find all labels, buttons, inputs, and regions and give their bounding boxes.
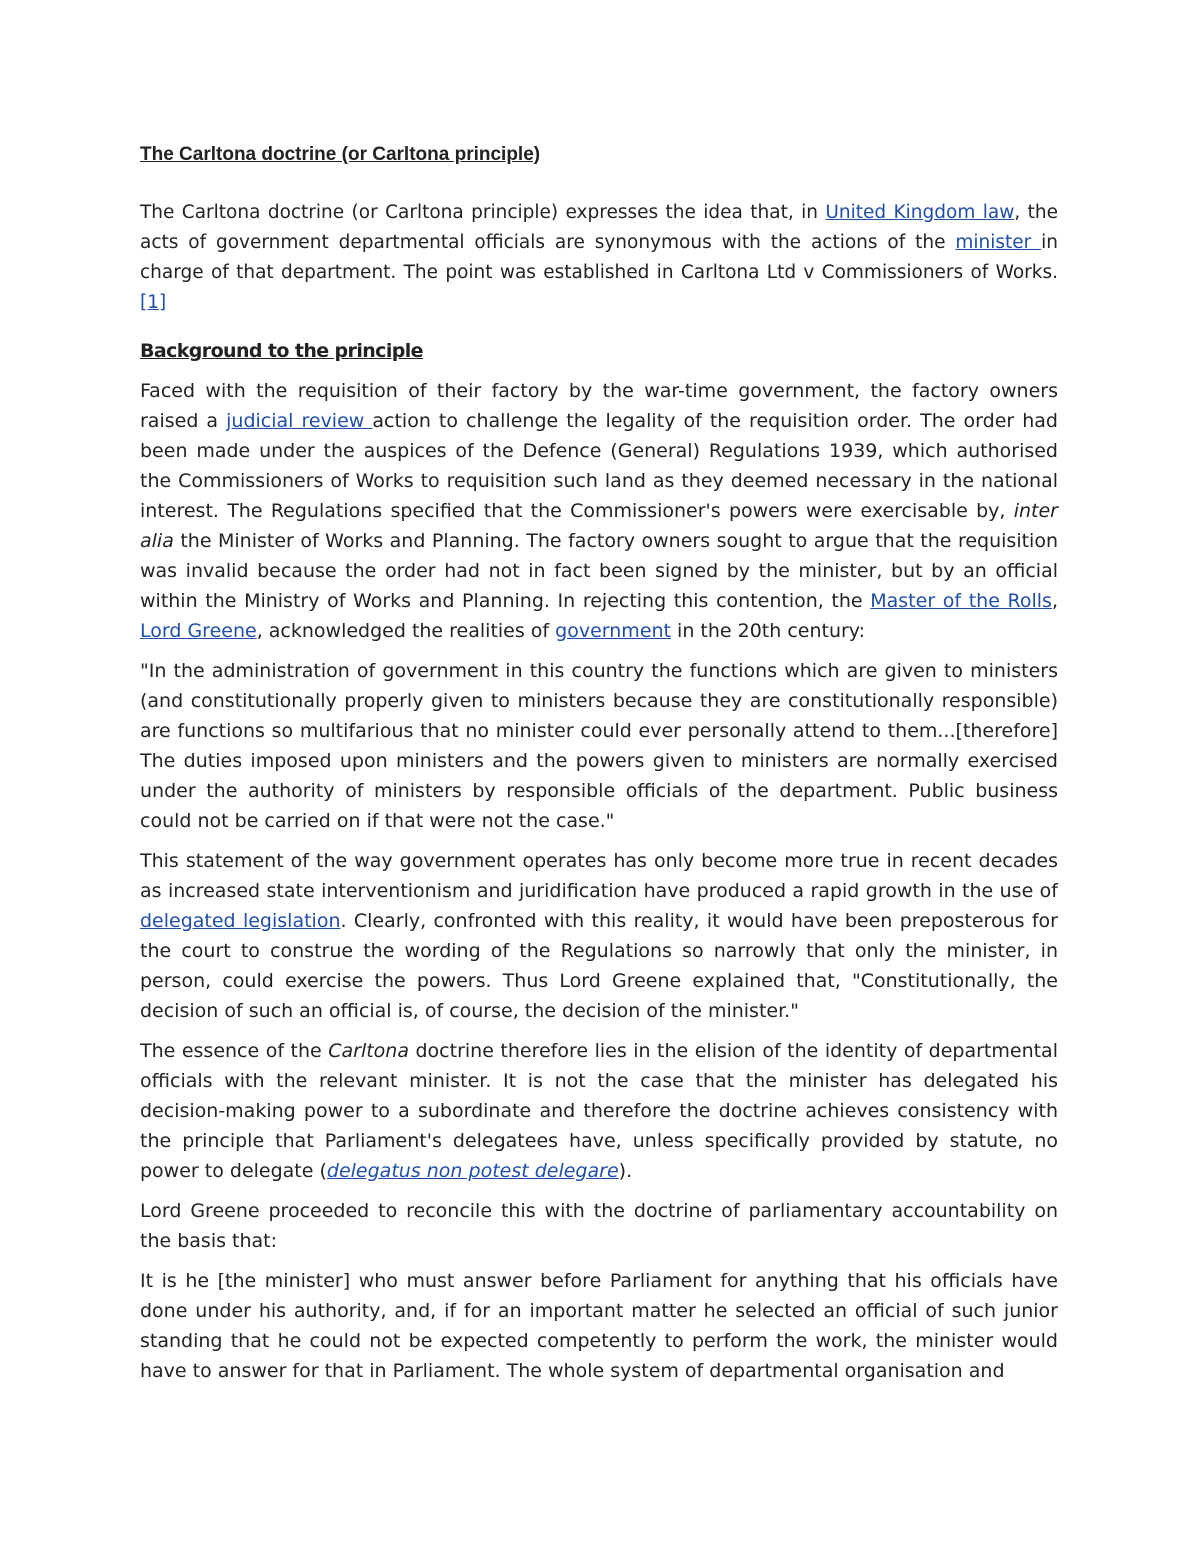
lord-greene-quote: "In the administration of government in this country the functions which are given to ministers (and constitutionally properly given to ministers because they are constitutionally responsible) are functions so multifarious that no minister could ever personally attend to them...[therefore] The duties imposed upon ministers and the powers given to ministers are normally exercised under the authority of ministers by responsible officials of the department. Public business could not be carried on if that were not the case." [140,660,1058,832]
intro-text-2: , the acts of government departmental officials are synonymous with the actions of the [140,202,1058,253]
para1-text-4: , [1051,590,1058,612]
minister-answer-paragraph: It is he [the minister] who must answer before Parliament for anything that his officials have done under his authority, and, if for an important matter he selected an official of such junior standing that he could not be expected competently to perform the work, the minister would have to answer for that in Parliament. The whole system of departmental organisation and [140,1270,1058,1382]
para1-text-1: Faced with the requisition of their factory by the war-time government, the factory owners raised a [140,380,1058,432]
section-heading-background: Background to the principle [140,340,423,362]
background-paragraph [140,376,1058,646]
link-judicial-review[interactable]: judicial review [226,410,373,432]
intro-text-1: The Carltona doctrine (or Carltona principle) expresses the idea that, in [140,202,826,223]
para2-text-2: . Clearly, confronted with this reality, it would have been preposterous for the court to construe the wording of the Regulations so narrowly that only the minister, in person, could exercise the powers. Thus Lord Greene explained that, "Constitutionally, the decision of such an official is, of course, the decision of the minister." [140,910,1058,1022]
link-master-of-the-rolls[interactable]: Master of the Rolls [870,590,1052,612]
link-reference-1[interactable]: [1] [140,292,167,313]
accountability-paragraph: Lord Greene proceeded to reconcile this with the doctrine of parliamentary accountability on the basis that: [140,1200,1058,1252]
intro-paragraph [140,198,1058,318]
carltona-emphasis: Carltona [328,1040,409,1062]
para1-text-3: the Minister of Works and Planning. The factory owners sought to argue that the requisition was invalid because the order had not in fact been signed by the minister, but by an official within the Ministry of Works and Planning. In rejecting this contention, the [140,530,1058,612]
document-title: The Carltona doctrine (or Carltona principle) [140,144,541,165]
para1-text-6: in the 20th century: [671,620,866,642]
link-lord-greene[interactable]: Lord Greene [140,620,257,642]
link-delegated-legislation[interactable]: delegated legislation [140,910,341,932]
document-body [140,140,1058,1396]
government-operation-paragraph [140,846,1058,1026]
para2-text-1: This statement of the way government operates has only become more true in recent decades as increased state interventionism and juridification have produced a rapid growth in the use of [140,850,1058,902]
para3-text-2: doctrine therefore lies in the elision of the identity of departmental officials with the relevant minister. It is not the case that the minister has delegated his decision-making power to a subordinate and therefore the doctrine achieves consistency with the principle that Parliament's delegatees have, unless specifically provided by statute, no power to delegate ( [140,1040,1058,1182]
para3-text-1: The essence of the [140,1040,329,1062]
essence-paragraph [140,1036,1058,1186]
link-government[interactable]: government [555,620,671,642]
link-united-kingdom-law[interactable]: United Kingdom law [825,202,1015,223]
link-delegatus-non-potest-delegare[interactable]: delegatus non potest delegare [326,1160,619,1182]
para1-text-5: , acknowledged the realities of [256,620,556,642]
para3-text-3: ). [618,1160,633,1182]
para1-text-2: action to challenge the legality of the requisition order. The order had been made under the auspices of the Defence (General) Regulations 1939, which authorised the Commissioners of Works to requisition such land as they deemed necessary in the national interest. The Regulations specified that the Commissioner's powers were exercisable by, [140,410,1058,522]
inter-alia-emphasis: inter alia [140,500,1058,552]
link-minister[interactable]: minister [955,232,1042,253]
intro-text-3: in charge of that department. The point was established in Carltona Ltd v Commissioners of Works. [140,232,1058,283]
